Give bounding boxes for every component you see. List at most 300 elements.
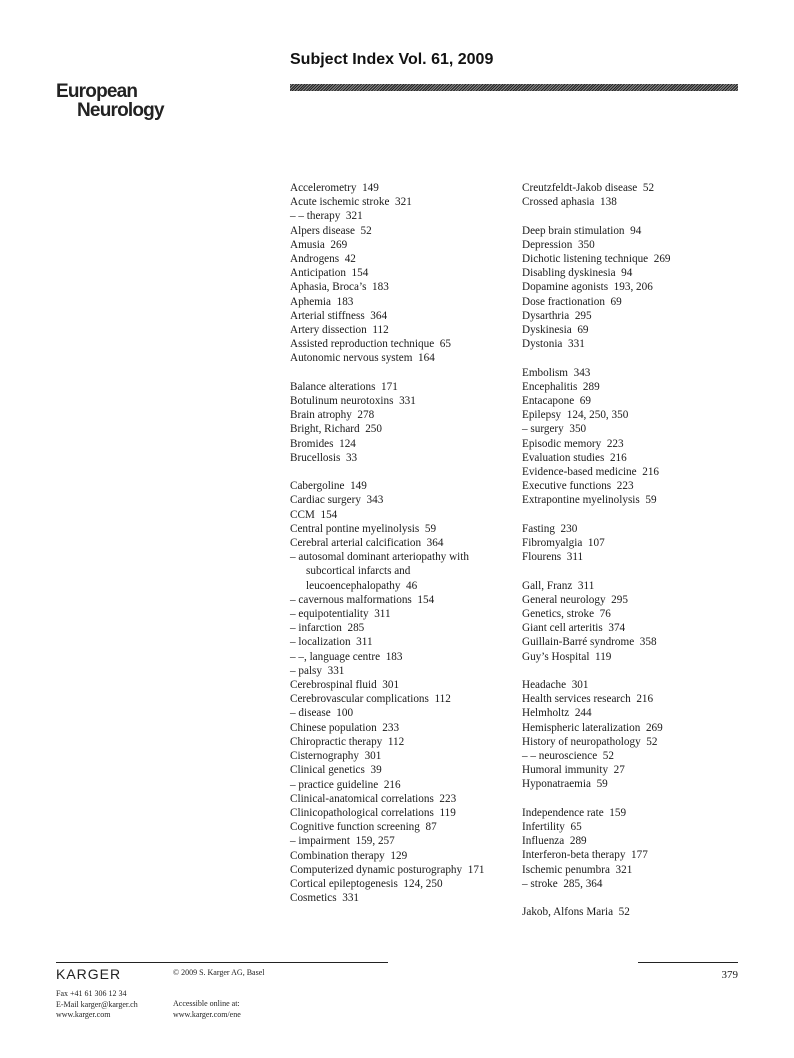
index-pages: 159 [609, 806, 627, 819]
online-access [173, 999, 241, 1020]
index-entry [522, 295, 742, 309]
index-pages: 285, 364 [563, 877, 603, 890]
index-entry [290, 252, 510, 266]
index-pages: 321 [395, 196, 412, 209]
index-term: – palsy [290, 664, 323, 677]
index-entry [290, 664, 510, 678]
email: E-Mail karger@karger.ch [56, 999, 138, 1009]
index-pages: 164 [418, 352, 435, 365]
index-entry [290, 863, 510, 877]
index-entry [522, 536, 742, 550]
index-entry [290, 351, 510, 365]
index-term: Disabling dyskinesia [522, 267, 616, 280]
index-term: Fibromyalgia [522, 537, 583, 550]
index-pages: 244 [574, 707, 592, 720]
index-entry [290, 394, 510, 408]
index-entry [522, 806, 742, 820]
index-entry [522, 635, 742, 649]
index-entry [522, 678, 742, 692]
index-entry [522, 579, 742, 593]
index-pages: 177 [631, 849, 648, 862]
index-entry [290, 209, 510, 223]
index-pages: 76 [599, 608, 611, 621]
index-pages: 124, 250, 350 [566, 409, 629, 422]
index-term: Executive functions [522, 480, 612, 493]
index-term: Arterial stiffness [290, 309, 365, 322]
index-pages: 350 [569, 423, 587, 436]
index-pages: 183 [385, 650, 403, 663]
index-entry [290, 181, 510, 195]
index-entry [522, 763, 742, 777]
section-gap [522, 664, 742, 678]
index-term: Crossed aphasia [522, 196, 595, 209]
index-entry [290, 522, 510, 536]
index-term: Influenza [522, 835, 565, 848]
index-pages: 94 [621, 267, 633, 280]
index-entry [290, 607, 510, 621]
index-entry [290, 692, 510, 706]
index-term: Brain atrophy [290, 409, 352, 422]
index-pages: 331 [568, 338, 585, 351]
index-term: Cerebral arterial calcification [290, 537, 422, 550]
index-term: Cabergoline [290, 480, 345, 493]
index-term: – disease [290, 707, 331, 720]
index-term: Guy’s Hospital [522, 650, 590, 663]
index-entry [290, 706, 510, 720]
index-pages: 311 [566, 551, 584, 564]
index-pages: 42 [344, 253, 356, 266]
index-pages: 171 [467, 863, 485, 876]
index-term: Cognitive function screening [290, 821, 420, 834]
index-entry [290, 195, 510, 209]
index-entry [522, 380, 742, 394]
index-pages: 311 [356, 636, 373, 649]
index-term: Bright, Richard [290, 423, 360, 436]
index-pages: 331 [342, 892, 359, 905]
index-entry [290, 280, 510, 294]
index-pages: 39 [370, 764, 382, 777]
index-term: Infertility [522, 821, 565, 834]
index-entry [522, 224, 742, 238]
index-pages: 65 [439, 338, 451, 351]
accessible-url: www.karger.com/ene [173, 1009, 241, 1019]
index-entry [522, 706, 742, 720]
section-gap [522, 508, 742, 522]
index-term: Botulinum neurotoxins [290, 395, 394, 408]
index-term: Fasting [522, 522, 555, 535]
index-term: Cisternography [290, 750, 359, 763]
index-term: Amusia [290, 238, 325, 251]
index-entry [522, 408, 742, 422]
index-column-right [522, 181, 742, 919]
footer-rule-left [56, 962, 388, 963]
index-term: Helmholtz [522, 707, 570, 720]
index-term: General neurology [522, 593, 606, 606]
index-term: History of neuropathology [522, 735, 641, 748]
index-entry [522, 280, 742, 294]
index-pages: 183 [336, 295, 354, 308]
index-entry [522, 252, 742, 266]
index-term: Chiropractic therapy [290, 735, 383, 748]
index-term: Encephalitis [522, 380, 578, 393]
index-entry [522, 905, 742, 919]
index-pages: 52 [646, 735, 658, 748]
index-term: Headache [522, 679, 567, 692]
index-term: Assisted reproduction technique [290, 338, 435, 351]
index-pages: 364 [426, 537, 444, 550]
index-term: – infarction [290, 622, 342, 635]
index-entry [290, 820, 510, 834]
index-pages: 331 [399, 395, 416, 408]
index-term: Dose fractionation [522, 295, 605, 308]
index-entry [290, 508, 510, 522]
footer-rule-right [638, 962, 738, 963]
index-pages: 59 [645, 494, 657, 507]
index-entry [522, 195, 742, 209]
index-pages: 94 [630, 224, 642, 237]
index-pages: 59 [596, 778, 608, 791]
index-term: Dopamine agonists [522, 281, 609, 294]
index-entry [290, 337, 510, 351]
index-term: Chinese population [290, 721, 377, 734]
index-term: CCM [290, 508, 315, 521]
index-pages: 149 [362, 182, 379, 194]
index-pages: 149 [350, 480, 367, 493]
index-term: Extrapontine myelinolysis [522, 494, 640, 507]
index-term: Creutzfeldt-Jakob disease [522, 182, 638, 194]
index-term: Deep brain stimulation [522, 224, 625, 237]
index-entry [290, 650, 510, 664]
index-entry [290, 380, 510, 394]
index-term: Interferon-beta therapy [522, 849, 626, 862]
index-pages: 129 [390, 849, 408, 862]
index-pages: 216 [642, 466, 659, 479]
index-term: Dystonia [522, 338, 563, 351]
index-term: Flourens [522, 551, 562, 564]
index-term: – – neuroscience [522, 750, 598, 763]
index-term: Giant cell arteritis [522, 622, 603, 635]
index-term: – stroke [522, 877, 558, 890]
index-pages: 295 [611, 593, 628, 606]
index-pages: 216 [383, 778, 401, 791]
index-pages: 269 [645, 721, 663, 734]
index-entry [290, 763, 510, 777]
index-entry [522, 834, 742, 848]
index-entry [522, 337, 742, 351]
index-pages: 183 [372, 281, 389, 294]
index-entry [522, 366, 742, 380]
index-entry [522, 451, 742, 465]
index-entry [522, 777, 742, 791]
section-gap [290, 465, 510, 479]
section-gap [522, 891, 742, 905]
index-entry [290, 778, 510, 792]
index-pages: 119 [595, 650, 612, 663]
index-entry [290, 266, 510, 280]
index-term: Balance alterations [290, 380, 376, 393]
index-pages: 46 [406, 579, 418, 592]
index-term: Independence rate [522, 806, 604, 819]
index-entry [290, 621, 510, 635]
index-pages: 223 [616, 480, 634, 493]
index-term: Hyponatraemia [522, 778, 591, 791]
index-term: Jakob, Alfons Maria [522, 906, 614, 919]
index-pages: 138 [600, 196, 617, 209]
index-entry [522, 309, 742, 323]
index-pages: 154 [320, 508, 338, 521]
index-entry [522, 266, 742, 280]
index-entry [290, 408, 510, 422]
index-term: Cerebrospinal fluid [290, 679, 377, 692]
index-entry [290, 721, 510, 735]
index-term: Clinical genetics [290, 764, 365, 777]
index-entry [290, 891, 510, 905]
index-entry [290, 735, 510, 749]
index-term: Hemispheric lateralization [522, 721, 641, 734]
index-term: – surgery [522, 423, 564, 436]
index-term: Aphemia [290, 295, 332, 308]
index-entry [290, 309, 510, 323]
section-gap [522, 351, 742, 365]
index-term: Clinical-anatomical correlations [290, 792, 434, 805]
index-term: – – therapy [290, 210, 341, 223]
index-entry [290, 593, 510, 607]
index-entry [290, 877, 466, 891]
index-pages: 52 [642, 182, 655, 194]
index-entry [522, 522, 742, 536]
index-term: Cortical epileptogenesis [290, 877, 398, 890]
index-pages: 278 [357, 409, 375, 422]
index-entry [290, 550, 510, 593]
index-entry [290, 792, 510, 806]
index-entry [522, 863, 742, 877]
page-title: Subject Index Vol. 61, 2009 [290, 51, 494, 68]
index-pages: 321 [615, 863, 633, 876]
index-term: Central pontine myelinolysis [290, 522, 420, 535]
index-entry [522, 465, 742, 479]
index-term: – impairment [290, 835, 350, 848]
index-term: – equipotentiality [290, 608, 369, 621]
index-term: Ischemic penumbra [522, 863, 610, 876]
index-pages: 33 [345, 451, 358, 464]
index-pages: 350 [577, 238, 595, 251]
index-term: – practice guideline [290, 778, 379, 791]
index-entry [290, 323, 510, 337]
index-pages: 301 [364, 750, 382, 763]
index-term: Epilepsy [522, 409, 562, 422]
index-entry [290, 806, 510, 820]
index-entry [522, 692, 742, 706]
index-entry [290, 536, 510, 550]
index-term: Combination therapy [290, 849, 385, 862]
contact-block [56, 989, 138, 1021]
section-gap [290, 366, 510, 380]
index-pages: 343 [366, 494, 384, 507]
index-pages: 171 [381, 380, 398, 393]
index-pages: 233 [382, 721, 400, 734]
index-entry [290, 437, 510, 451]
index-term: Dyskinesia [522, 324, 572, 337]
index-term: Dichotic listening technique [522, 253, 649, 265]
index-entry [522, 607, 742, 621]
index-entry [290, 479, 510, 493]
index-term: Clinicopathological correlations [290, 806, 434, 819]
index-pages: 124 [339, 437, 356, 450]
index-pages: 311 [374, 608, 391, 621]
index-pages: 216 [636, 693, 654, 706]
fax: Fax +41 61 306 12 34 [56, 989, 127, 998]
index-term: Autonomic nervous system [290, 352, 413, 365]
index-entry [522, 735, 742, 749]
index-term: Guillain-Barré syndrome [522, 636, 635, 649]
index-entry [290, 422, 510, 436]
index-term: Acute ischemic stroke [290, 196, 390, 209]
index-term: – cavernous malformations [290, 593, 412, 606]
index-pages: 321 [345, 210, 363, 223]
index-entry [290, 451, 510, 465]
index-pages: 216 [609, 451, 627, 464]
website: www.karger.com [56, 1010, 111, 1019]
index-term: Health services research [522, 693, 631, 706]
logo-line-2: Neurology [77, 100, 164, 121]
index-pages: 27 [613, 764, 625, 777]
index-entry [290, 295, 510, 309]
index-term: – localization [290, 636, 351, 649]
index-term: Bromides [290, 437, 334, 450]
index-entry [522, 749, 742, 763]
index-term: Gall, Franz [522, 579, 573, 592]
index-pages: 311 [577, 579, 595, 592]
index-pages: 301 [571, 679, 589, 692]
index-pages: 154 [417, 593, 435, 606]
index-term: – autosomal dominant arteriopathy with subcortical infarcts and leucoencephalopathy [290, 551, 469, 592]
index-term: Artery dissection [290, 324, 367, 337]
index-pages: 374 [608, 622, 626, 635]
index-entry [522, 238, 742, 252]
section-gap [522, 209, 742, 223]
index-term: Genetics, stroke [522, 608, 595, 621]
index-pages: 364 [370, 309, 388, 322]
index-term: Evidence-based medicine [522, 466, 637, 479]
index-entry [290, 849, 510, 863]
index-pages: 100 [336, 707, 354, 720]
index-pages: 124, 250 [403, 877, 443, 890]
index-term: Episodic memory [522, 437, 602, 450]
index-entry [522, 621, 742, 635]
index-pages: 112 [387, 735, 405, 748]
index-entry [522, 493, 742, 507]
index-pages: 112 [372, 324, 389, 337]
index-pages: 358 [639, 636, 657, 649]
index-entry [522, 820, 742, 834]
index-term: Dysarthria [522, 309, 570, 322]
index-entry [522, 848, 742, 862]
index-pages: 289 [569, 835, 587, 848]
page-number: 379 [721, 969, 738, 981]
index-pages: 52 [360, 224, 372, 237]
index-entry [522, 479, 742, 493]
index-entry [290, 678, 510, 692]
index-pages: 59 [424, 522, 437, 535]
copyright: © 2009 S. Karger AG, Basel [173, 968, 265, 977]
section-gap [522, 792, 742, 806]
index-pages: 112 [434, 693, 451, 706]
index-pages: 295 [574, 309, 592, 322]
index-pages: 69 [610, 295, 622, 308]
index-pages: 223 [606, 437, 624, 450]
index-term: Alpers disease [290, 224, 355, 237]
index-pages: 69 [577, 324, 589, 337]
index-entry [522, 593, 742, 607]
accessible-label: Accessible online at: [173, 999, 240, 1008]
index-entry [522, 550, 742, 564]
index-pages: 289 [582, 380, 600, 393]
index-pages: 285 [347, 622, 365, 635]
index-term: Entacapone [522, 395, 575, 408]
index-pages: 223 [439, 792, 457, 805]
index-entry [290, 493, 510, 507]
index-entry [522, 323, 742, 337]
index-entry [290, 834, 510, 848]
index-pages: 193, 206 [613, 281, 653, 294]
index-pages: 301 [382, 679, 400, 692]
index-pages: 52 [602, 750, 614, 763]
index-column-left [290, 181, 510, 905]
index-pages: 69 [579, 395, 591, 408]
index-pages: 250 [365, 423, 382, 436]
section-gap [522, 564, 742, 578]
index-term: Aphasia, Broca’s [290, 281, 367, 294]
index-term: Cardiac surgery [290, 494, 361, 507]
index-entry [290, 635, 510, 649]
index-entry [522, 877, 742, 891]
index-entry [290, 224, 510, 238]
index-entry [522, 181, 742, 195]
index-pages: 119 [439, 806, 456, 819]
index-pages: 87 [425, 821, 437, 834]
index-entry [522, 422, 742, 436]
index-pages: 52 [618, 906, 630, 919]
index-entry [290, 238, 510, 252]
index-entry [522, 721, 742, 735]
index-entry [522, 394, 742, 408]
index-term: Embolism [522, 366, 568, 379]
index-pages: 331 [327, 664, 345, 677]
index-pages: 343 [573, 366, 591, 379]
index-pages: 107 [587, 537, 605, 550]
index-term: – –, language centre [290, 650, 381, 663]
index-pages: 65 [570, 821, 582, 834]
index-term: Depression [522, 238, 573, 251]
index-entry [522, 650, 742, 664]
index-term: Brucellosis [290, 451, 341, 464]
index-pages: 154 [351, 267, 369, 280]
index-term: Evaluation studies [522, 451, 605, 464]
publisher-logo: KARGER [56, 966, 122, 982]
index-term: Androgens [290, 253, 340, 266]
index-term: Computerized dynamic posturography [290, 863, 463, 876]
index-pages: 269 [330, 238, 348, 251]
index-term: Humoral immunity [522, 764, 609, 777]
journal-logo [56, 82, 164, 120]
title-rule [290, 84, 738, 91]
index-term: Cosmetics [290, 892, 337, 905]
index-entry [522, 437, 742, 451]
logo-line-1: European [56, 81, 138, 102]
index-pages: 269 [653, 253, 671, 265]
index-term: Accelerometry [290, 182, 357, 194]
index-term: Anticipation [290, 267, 346, 280]
